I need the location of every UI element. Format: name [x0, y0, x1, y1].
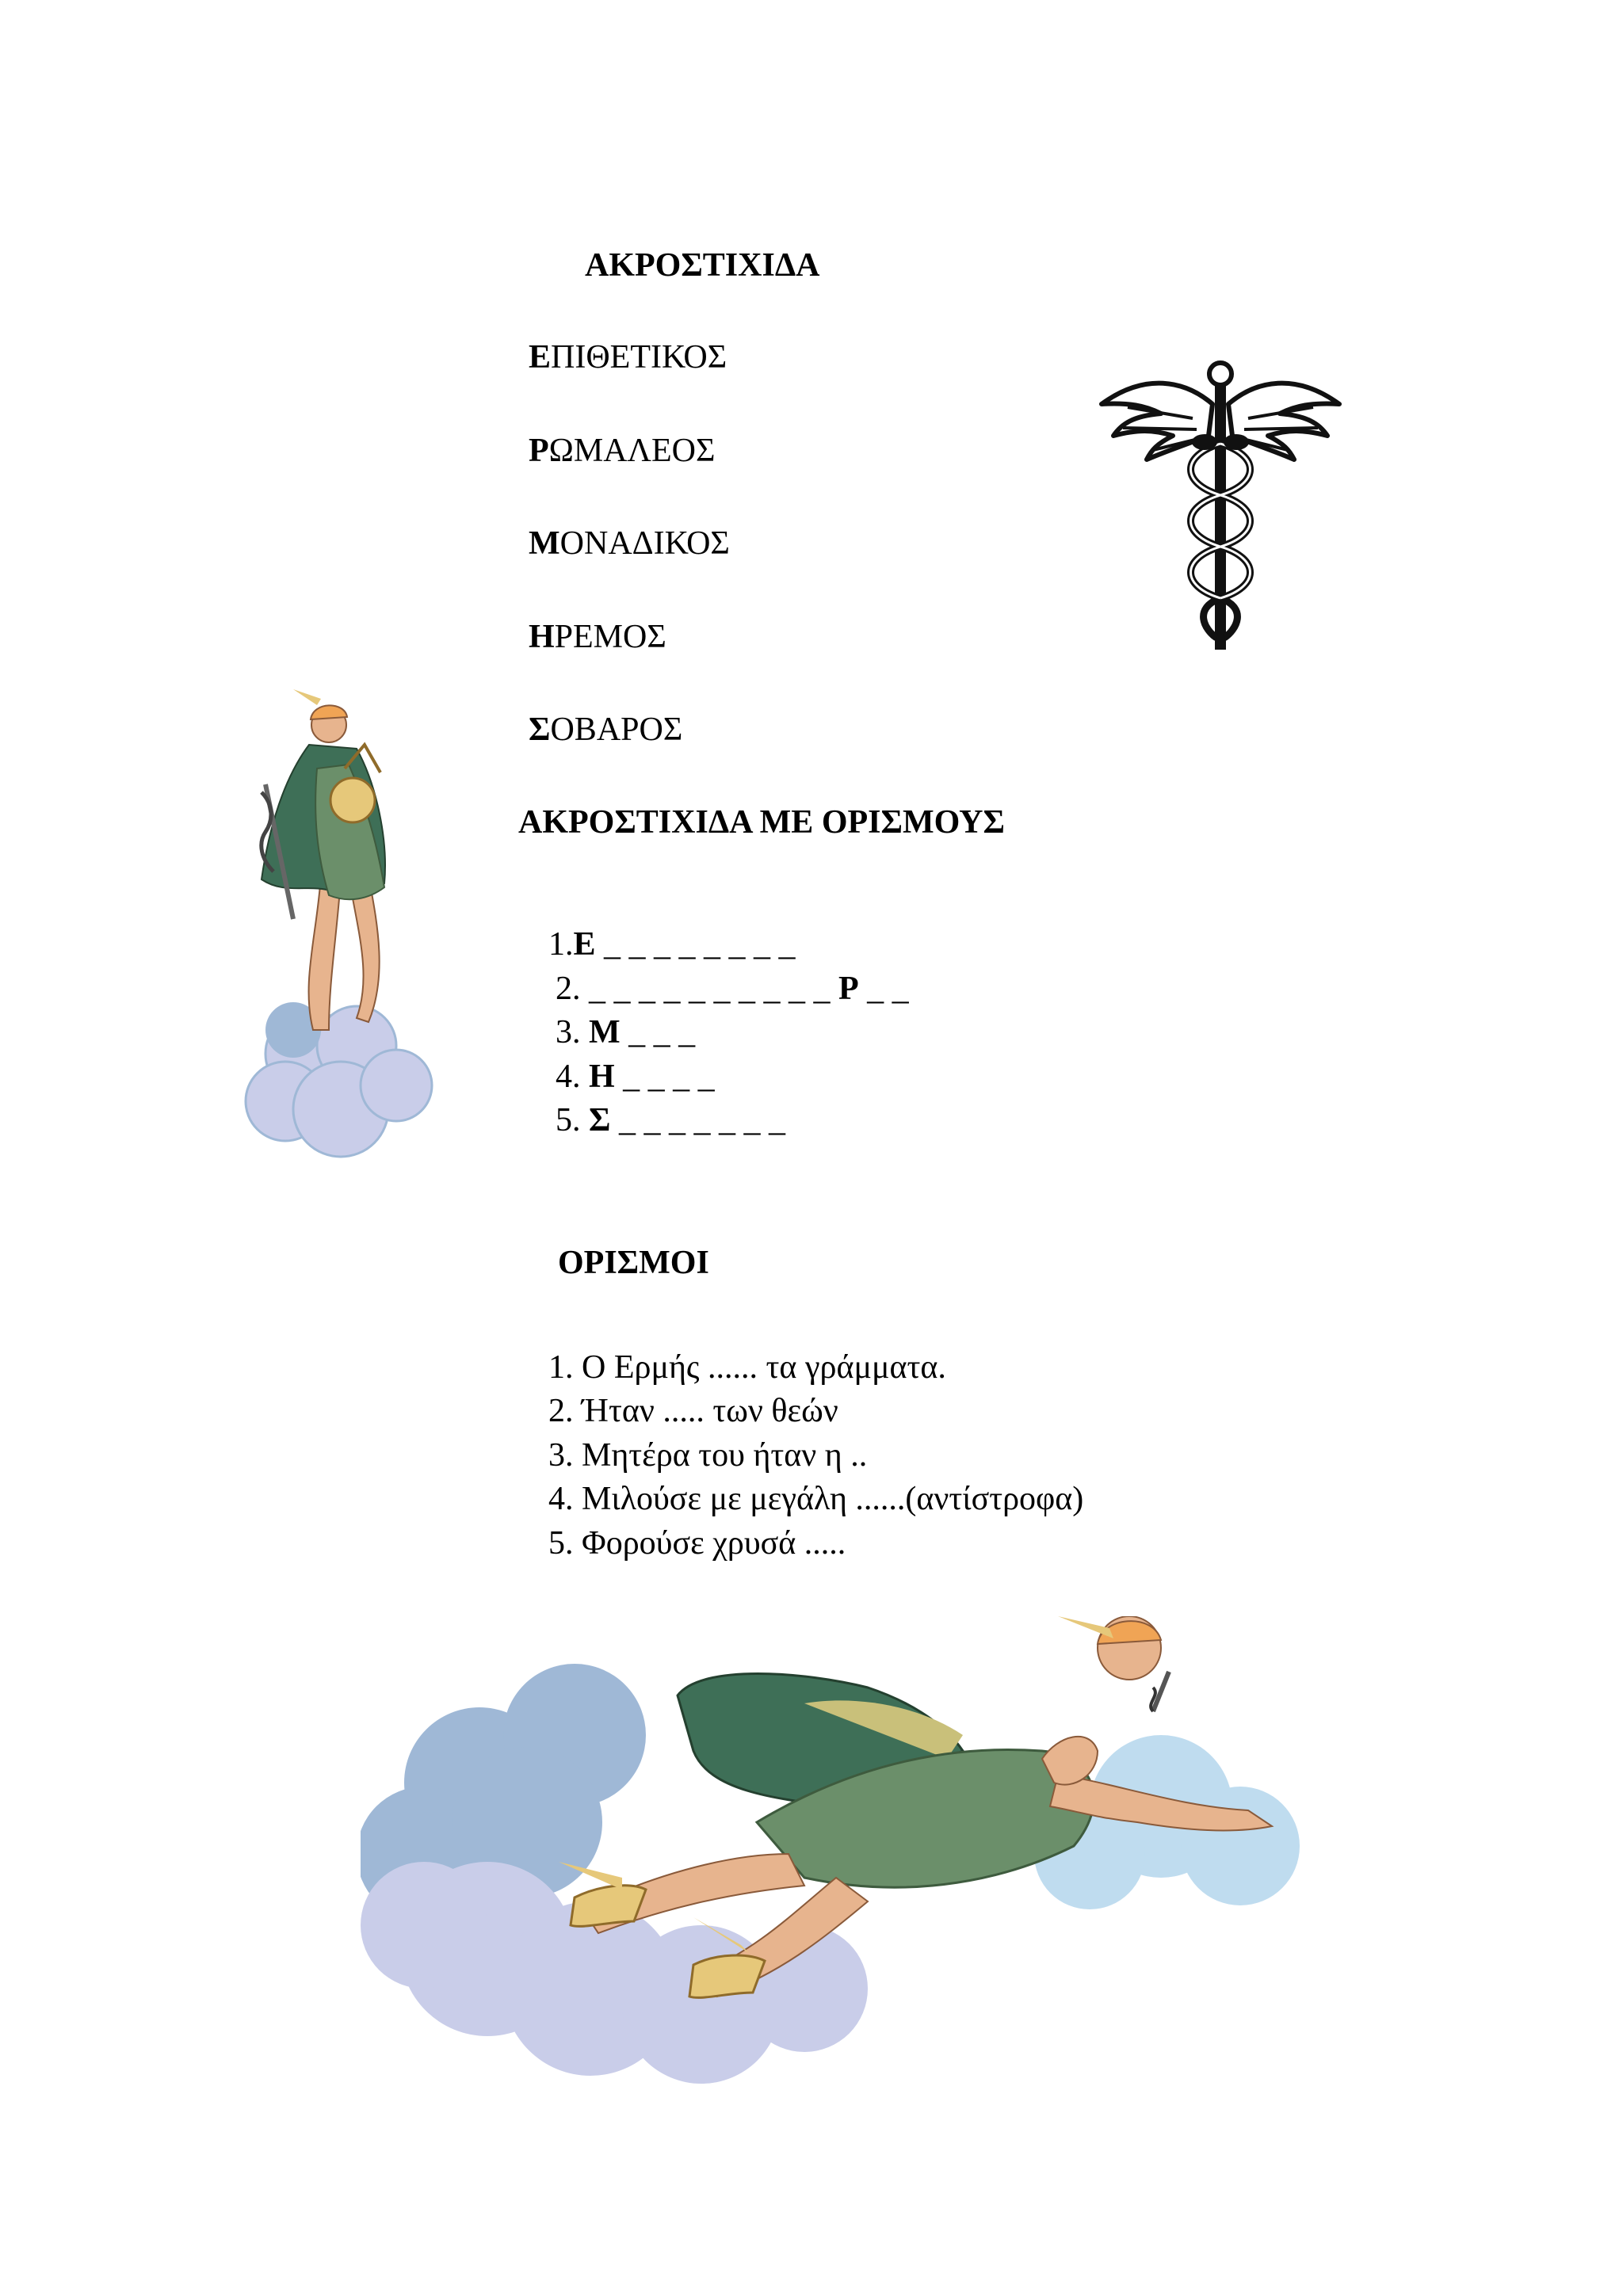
puzzle-line: 5. Σ _ _ _ _ _ _ _	[556, 1102, 785, 1138]
definition-item: 3. Μητέρα του ήταν η ..	[548, 1437, 868, 1474]
page-title: ΑΚΡΟΣΤΙΧΙΔΑ	[585, 247, 820, 284]
puzzle-line: 3. Μ _ _ _	[556, 1014, 696, 1051]
hermes-standing-figure	[238, 681, 444, 1165]
section-title: ΑΚΡΟΣΤΙΧΙΔΑ ΜΕ ΟΡΙΣΜΟΥΣ	[518, 804, 1005, 841]
puzzle-line: 4. Η _ _ _ _	[556, 1058, 715, 1095]
acrostic-word: ΗΡΕΜΟΣ	[529, 619, 666, 655]
definition-item: 2. Ήταν ..... των θεών	[548, 1393, 838, 1429]
acrostic-word: ΡΩΜΑΛΕΟΣ	[529, 433, 716, 469]
definition-item: 1. Ο Ερμής ...... τα γράμματα.	[548, 1349, 946, 1386]
definitions-title: ΟΡΙΣΜΟΙ	[558, 1245, 709, 1281]
definition-item: 5. Φορούσε χρυσά .....	[548, 1525, 846, 1562]
hermes-flying-figure	[361, 1616, 1339, 2092]
acrostic-word: ΕΠΙΘΕΤΙΚΟΣ	[529, 339, 727, 376]
caduceus-icon	[1098, 357, 1343, 654]
acrostic-word: ΜΟΝΑΔΙΚΟΣ	[529, 525, 730, 562]
acrostic-word: ΣΟΒΑΡΟΣ	[529, 711, 683, 748]
puzzle-line: 1.Ε _ _ _ _ _ _ _ _	[548, 926, 796, 963]
definition-item: 4. Μιλούσε με μεγάλη ......(αντίστροφα)	[548, 1481, 1084, 1517]
puzzle-line: 2. _ _ _ _ _ _ _ _ _ _ Ρ _ _	[556, 971, 909, 1007]
